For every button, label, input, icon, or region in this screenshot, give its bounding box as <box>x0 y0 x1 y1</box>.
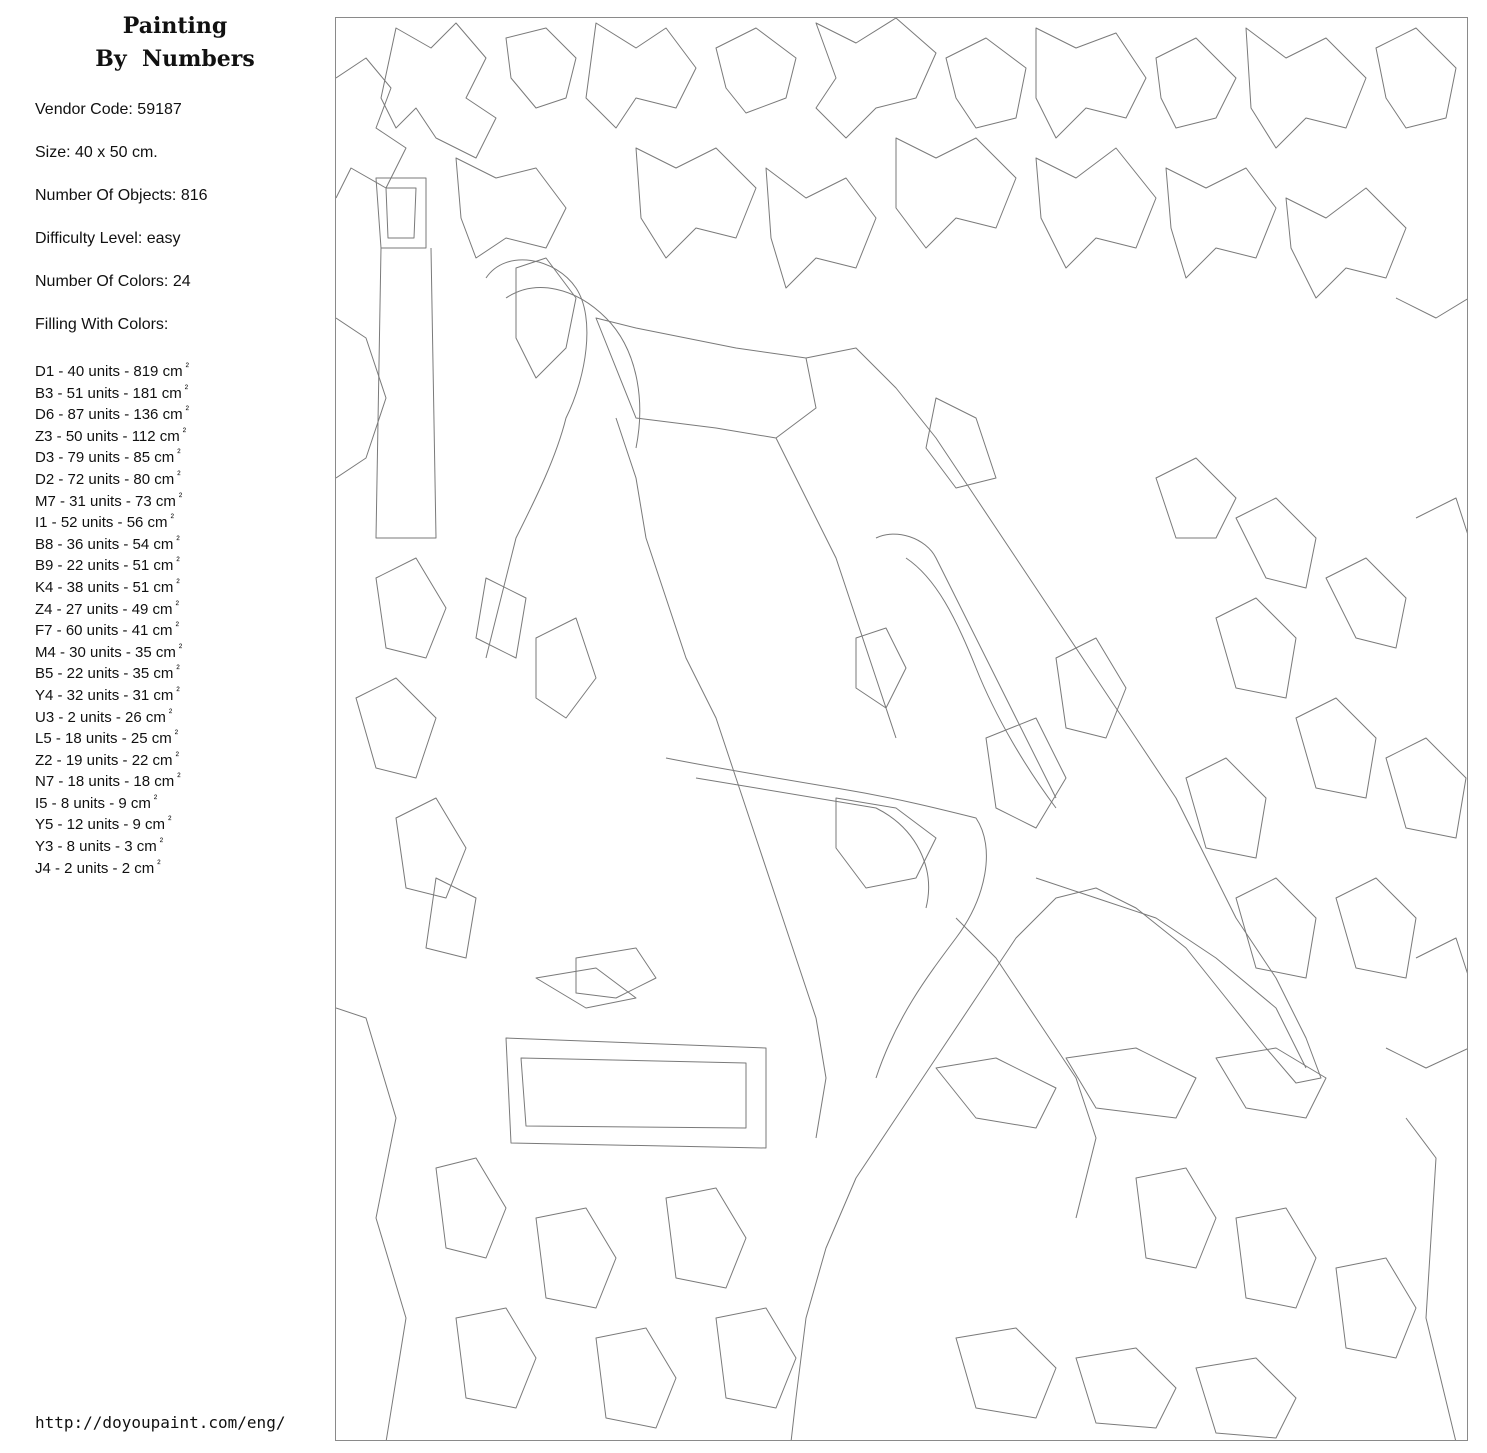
color-item-text: D6 - 87 units - 136 cm <box>35 406 183 424</box>
unit-superscript: ² <box>176 534 180 546</box>
colors-count: Number Of Colors: 24 <box>35 273 191 290</box>
bench-outlines <box>506 948 766 1148</box>
unit-superscript: ² <box>168 707 173 719</box>
color-item-text: M7 - 31 units - 73 cm <box>35 492 176 510</box>
color-item <box>35 551 189 573</box>
color-item-text: Y5 - 12 units - 9 cm <box>35 816 166 834</box>
unit-superscript: ² <box>185 362 189 373</box>
color-item-text: B9 - 22 units - 51 cm <box>35 557 174 575</box>
difficulty-level: Difficulty Level: easy <box>35 230 181 247</box>
color-item-text: L5 - 18 units - 25 cm <box>35 730 172 748</box>
unit-superscript: ² <box>184 383 189 395</box>
color-item <box>35 724 189 746</box>
color-item <box>35 530 189 552</box>
color-item-text: B3 - 51 units - 181 cm <box>35 384 182 402</box>
line-art-drawing <box>336 18 1468 1441</box>
color-item-text: Z2 - 19 units - 22 cm <box>35 751 173 769</box>
unit-superscript: ² <box>177 448 181 460</box>
color-item-text: Z3 - 50 units - 112 cm <box>35 427 180 445</box>
unit-superscript: ² <box>178 642 183 654</box>
color-item-text: D1 - 40 units - 819 cm <box>35 363 183 380</box>
color-item <box>35 400 189 422</box>
tree-foliage-outlines <box>336 18 1468 318</box>
unit-superscript: ² <box>175 599 179 611</box>
color-item <box>35 832 189 854</box>
filling-heading: Filling With Colors: <box>35 316 169 333</box>
color-item <box>35 638 189 660</box>
color-item-text: J4 - 2 units - 2 cm <box>35 859 155 877</box>
color-item-text: F7 - 60 units - 41 cm <box>35 622 173 640</box>
unit-superscript: ² <box>177 772 181 784</box>
page-title <box>60 10 290 76</box>
unit-superscript: ² <box>175 750 179 762</box>
unit-superscript: ² <box>159 837 164 849</box>
coloring-canvas <box>335 17 1468 1441</box>
unit-superscript: ² <box>185 405 189 417</box>
color-item-text: N7 - 18 units - 18 cm <box>35 773 175 791</box>
unit-superscript: ² <box>176 685 180 697</box>
unit-superscript: ² <box>182 426 187 438</box>
unit-superscript: ² <box>176 556 180 568</box>
color-item <box>35 767 189 789</box>
color-item-text: Y4 - 32 units - 31 cm <box>35 686 174 704</box>
color-item-text: I1 - 52 units - 56 cm <box>35 514 168 532</box>
color-item <box>35 443 189 465</box>
pillar-outlines <box>336 178 1468 1441</box>
color-item-text: D2 - 72 units - 80 cm <box>35 470 175 488</box>
unit-superscript: ² <box>153 793 158 805</box>
color-item <box>35 422 189 444</box>
background-shapes <box>336 318 1468 1438</box>
color-item <box>35 465 189 487</box>
title-line-1: Painting <box>122 13 228 39</box>
unit-superscript: ² <box>177 469 181 481</box>
unit-superscript: ² <box>176 577 180 589</box>
unit-superscript: ² <box>170 513 174 525</box>
color-item <box>35 703 189 725</box>
color-item <box>35 357 189 379</box>
figure-outlines <box>486 258 1321 1441</box>
unit-superscript: ² <box>174 729 179 741</box>
color-item <box>35 508 189 530</box>
color-item <box>35 573 189 595</box>
color-item-text: K4 - 38 units - 51 cm <box>35 578 174 596</box>
color-item-text: M4 - 30 units - 35 cm <box>35 643 176 661</box>
size-info: Size: 40 x 50 cm. <box>35 144 158 161</box>
color-item <box>35 379 189 401</box>
color-item-text: U3 - 2 units - 26 cm <box>35 708 166 726</box>
color-item-text: Y3 - 8 units - 3 cm <box>35 838 157 856</box>
color-item-text: D3 - 79 units - 85 cm <box>35 449 175 467</box>
color-item <box>35 616 189 638</box>
website-link[interactable]: http://doyoupaint.com/eng/ <box>35 1413 286 1432</box>
unit-superscript: ² <box>168 815 172 827</box>
color-item <box>35 487 189 509</box>
color-item <box>35 854 189 876</box>
product-details <box>35 98 208 356</box>
title-line-2: By Numbers <box>95 46 255 72</box>
objects-count: Number Of Objects: 816 <box>35 187 208 204</box>
color-item-text: B8 - 36 units - 54 cm <box>35 535 174 553</box>
color-item <box>35 789 189 811</box>
unit-superscript: ² <box>157 858 161 870</box>
color-item-text: Z4 - 27 units - 49 cm <box>35 600 173 618</box>
info-sidebar <box>0 0 320 1453</box>
color-item <box>35 681 189 703</box>
color-list <box>35 357 189 875</box>
color-item-text: B5 - 22 units - 35 cm <box>35 665 174 683</box>
color-item <box>35 810 189 832</box>
color-item <box>35 595 189 617</box>
unit-superscript: ² <box>178 491 183 503</box>
color-item <box>35 659 189 681</box>
color-item <box>35 746 189 768</box>
color-item-text: I5 - 8 units - 9 cm <box>35 794 151 812</box>
unit-superscript: ² <box>176 664 180 676</box>
vendor-code: Vendor Code: 59187 <box>35 101 182 118</box>
unit-superscript: ² <box>175 621 179 633</box>
